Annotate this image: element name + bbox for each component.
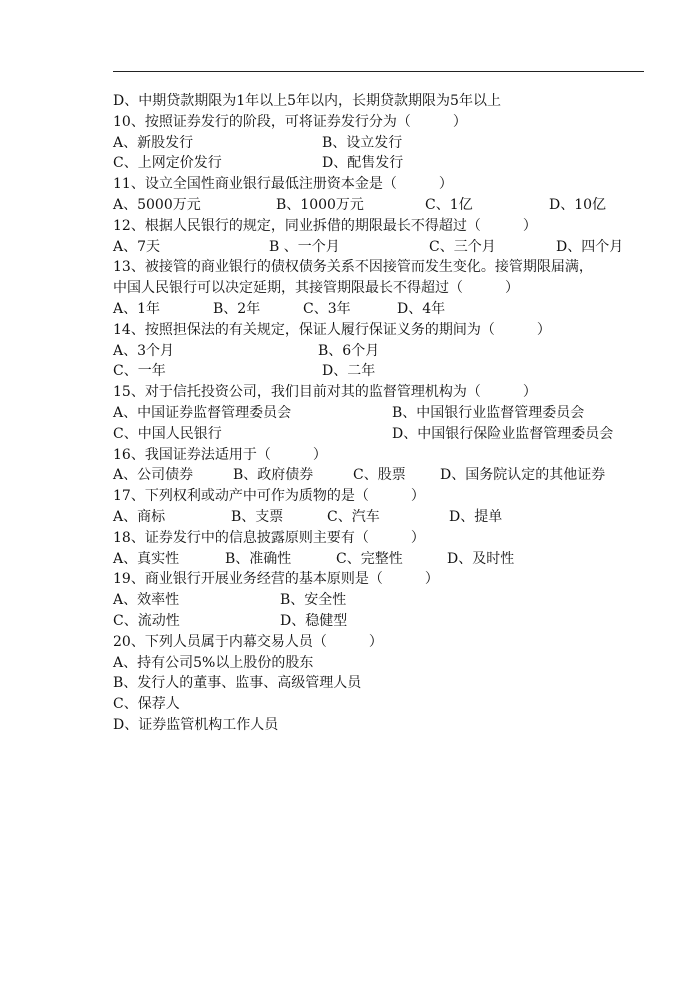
- question-text: 17、下列权利或动产中可作为质物的是（ ）: [113, 488, 425, 505]
- option-b: B、支票: [231, 508, 284, 525]
- options-row: [113, 361, 653, 382]
- question-11: [113, 174, 653, 195]
- option-d: D、中国银行保险业监督管理委员会: [392, 425, 614, 442]
- header-rule: [113, 71, 644, 72]
- option-a: A、公司债券: [113, 467, 194, 484]
- option-a: A、效率性: [113, 592, 180, 609]
- option-b: B、2年: [213, 300, 261, 317]
- option-c: C、完整性: [336, 550, 403, 567]
- options-row: [113, 611, 653, 632]
- question-19: [113, 569, 653, 590]
- option-d: D、二年: [322, 363, 376, 380]
- option-c: C、中国人民银行: [113, 425, 222, 442]
- options-row: [113, 153, 653, 174]
- option-line: [113, 673, 653, 694]
- option-d: D、证券监管机构工作人员: [113, 716, 279, 733]
- option-c: C、上网定价发行: [113, 155, 222, 172]
- options-row: [113, 590, 653, 611]
- option-b: B、中国银行业监督管理委员会: [392, 404, 585, 421]
- option-d: D、国务院认定的其他证券: [440, 467, 606, 484]
- option-a: A、新股发行: [113, 134, 194, 151]
- option-a: A、商标: [113, 508, 166, 525]
- document-body: [113, 91, 653, 736]
- option-b: B、准确性: [225, 550, 292, 567]
- option-c: C、一年: [113, 363, 166, 380]
- options-row: [113, 403, 653, 424]
- option-a: A、3个月: [113, 342, 175, 359]
- options-row: [113, 424, 653, 445]
- question-text: 中国人民银行可以决定延期，其接管期限最长不得超过（ ）: [113, 280, 519, 297]
- options-row: [113, 549, 653, 570]
- option-a: A、1年: [113, 300, 161, 317]
- option-c: C、3年: [303, 300, 351, 317]
- options-row: [113, 195, 653, 216]
- options-row: [113, 341, 653, 362]
- option-d: D、提单: [449, 508, 503, 525]
- option-c: C、三个月: [429, 238, 496, 255]
- question-17: [113, 486, 653, 507]
- question-text: 13、被接管的商业银行的债权债务关系不因接管而发生变化。接管期限届满，: [113, 259, 593, 276]
- option-b: B、政府债券: [233, 467, 314, 484]
- question-13-cont: [113, 278, 653, 299]
- options-row: [113, 133, 653, 154]
- option-a: A、5000万元: [113, 196, 201, 213]
- question-15: [113, 382, 653, 403]
- question-text: 10、按照证券发行的阶段，可将证券发行分为（ ）: [113, 113, 467, 130]
- option-line: [113, 715, 653, 736]
- question-text: 14、按照担保法的有关规定，保证人履行保证义务的期间为（ ）: [113, 321, 551, 338]
- question-text: 16、我国证券法适用于（ ）: [113, 446, 327, 463]
- option-b: B 、一个月: [269, 238, 340, 255]
- question-text: 20、下列人员属于内幕交易人员（ ）: [113, 633, 383, 650]
- question-text: 12、根据人民银行的规定，同业拆借的期限最长不得超过（ ）: [113, 217, 537, 234]
- question-13: [113, 257, 653, 278]
- question-10: [113, 112, 653, 133]
- options-row: [113, 465, 653, 486]
- options-row: [113, 299, 653, 320]
- option-d: D、稳健型: [280, 612, 348, 629]
- option-d: D、配售发行: [322, 155, 404, 172]
- question-16: [113, 445, 653, 466]
- option-d: D、四个月: [556, 238, 624, 255]
- option-b: B、安全性: [280, 592, 347, 609]
- option-c: C、1亿: [425, 196, 473, 213]
- option-c: C、流动性: [113, 612, 180, 629]
- option-line: [113, 694, 653, 715]
- option-d: D、10亿: [549, 196, 607, 213]
- question-text: 18、证券发行中的信息披露原则主要有（ ）: [113, 529, 425, 546]
- question-20: [113, 632, 653, 653]
- option-c: C、保荐人: [113, 696, 180, 713]
- question-text: 19、商业银行开展业务经营的基本原则是（ ）: [113, 571, 439, 588]
- option-b: B、6个月: [318, 342, 380, 359]
- option-d: D、及时性: [447, 550, 515, 567]
- question-text: 15、对于信托投资公司，我们目前对其的监督管理机构为（ ）: [113, 384, 537, 401]
- option-d: D、4年: [397, 300, 446, 317]
- options-row: [113, 237, 653, 258]
- option-c: C、汽车: [327, 508, 380, 525]
- options-row: [113, 507, 653, 528]
- option-d: D、中期贷款期限为1年以上5年以内，长期贷款期限为5年以上: [113, 93, 501, 109]
- question-14: [113, 320, 653, 341]
- question-text: 11、设立全国性商业银行最低注册资本金是（ ）: [113, 176, 453, 193]
- option-a: A、真实性: [113, 550, 180, 567]
- answer-option-line: [113, 91, 653, 112]
- option-b: B、发行人的董事、监事、高级管理人员: [113, 675, 362, 692]
- option-a: A、持有公司5%以上股份的股东: [113, 654, 314, 671]
- option-c: C、股票: [353, 467, 406, 484]
- option-b: B、设立发行: [322, 134, 403, 151]
- option-line: [113, 653, 653, 674]
- option-a: A、中国证券监督管理委员会: [113, 404, 292, 421]
- question-12: [113, 216, 653, 237]
- option-a: A、7天: [113, 238, 161, 255]
- option-b: B、1000万元: [276, 196, 364, 213]
- question-18: [113, 528, 653, 549]
